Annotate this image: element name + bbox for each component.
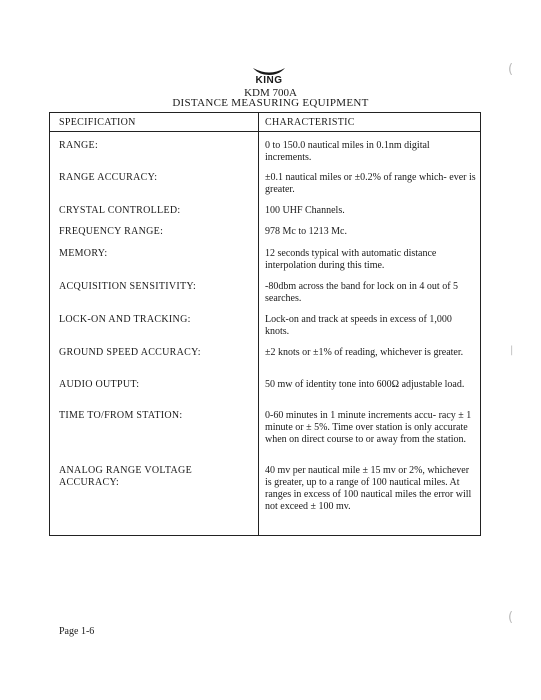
char-analog-range-voltage-accuracy: 40 mv per nautical mile ± 15 mv or 2%, whichever is greater, up to a range of 100 nautical miles. At ranges in excess of 100 nautical miles the error will not exceed ± 100 mv. (265, 465, 472, 512)
model-number: KDM 700A (244, 87, 297, 99)
spec-memory: MEMORY: (59, 248, 108, 259)
char-acquisition-sensitivity: -80dbm across the band for lock on in 4 out of 5 searches. (265, 281, 459, 304)
page-number: Page 1-6 (59, 626, 95, 637)
spec-analog-range-voltage-accuracy: ANALOG RANGE VOLTAGE ACCURACY: (59, 465, 192, 488)
column-header-characteristic: CHARACTERISTIC (265, 117, 355, 128)
spec-range-accuracy: RANGE ACCURACY: (59, 172, 158, 183)
spec-acquisition-sensitivity: ACQUISITION SENSITIVITY: (59, 281, 197, 292)
header-divider (50, 131, 480, 132)
spec-time-to-from-station: TIME TO/FROM STATION: (59, 410, 183, 421)
specification-table (49, 112, 481, 536)
spec-audio-output: AUDIO OUTPUT: (59, 379, 140, 390)
char-range: 0 to 150.0 nautical miles in 0.1nm digital increments. (265, 140, 430, 163)
char-ground-speed-accuracy: ±2 knots or ±1% of reading, whichever is greater. (265, 347, 464, 358)
spec-lock-on-tracking: LOCK-ON AND TRACKING: (59, 314, 191, 325)
spec-range: RANGE: (59, 140, 99, 151)
char-range-accuracy: ±0.1 nautical miles or ±0.2% of range which- ever is greater. (265, 172, 476, 195)
margin-mark: ( (508, 610, 514, 625)
spec-ground-speed-accuracy: GROUND SPEED ACCURACY: (59, 347, 201, 358)
spec-frequency-range: FREQUENCY RANGE: (59, 226, 164, 237)
column-divider (258, 113, 259, 535)
char-frequency-range: 978 Mc to 1213 Mc. (265, 226, 347, 237)
char-audio-output: 50 mw of identity tone into 600Ω adjustable load. (265, 379, 465, 390)
brand-name: KING (255, 75, 283, 86)
char-lock-on-tracking: Lock-on and track at speeds in excess of 1,000 knots. (265, 314, 452, 337)
margin-mark: ( (508, 62, 514, 77)
margin-mark: | (510, 345, 514, 356)
char-crystal-controlled: 100 UHF Channels. (265, 205, 345, 216)
column-header-specification: SPECIFICATION (59, 117, 136, 128)
char-time-to-from-station: 0-60 minutes in 1 minute increments accu- racy ± 1 minute or ± 5%. Time over station is only accurate when on direct course to or away from the station. (265, 410, 472, 445)
char-memory: 12 seconds typical with automatic distance interpolation during this time. (265, 248, 437, 271)
spec-crystal-controlled: CRYSTAL CONTROLLED: (59, 205, 181, 216)
document-title: DISTANCE MEASURING EQUIPMENT (172, 97, 369, 109)
